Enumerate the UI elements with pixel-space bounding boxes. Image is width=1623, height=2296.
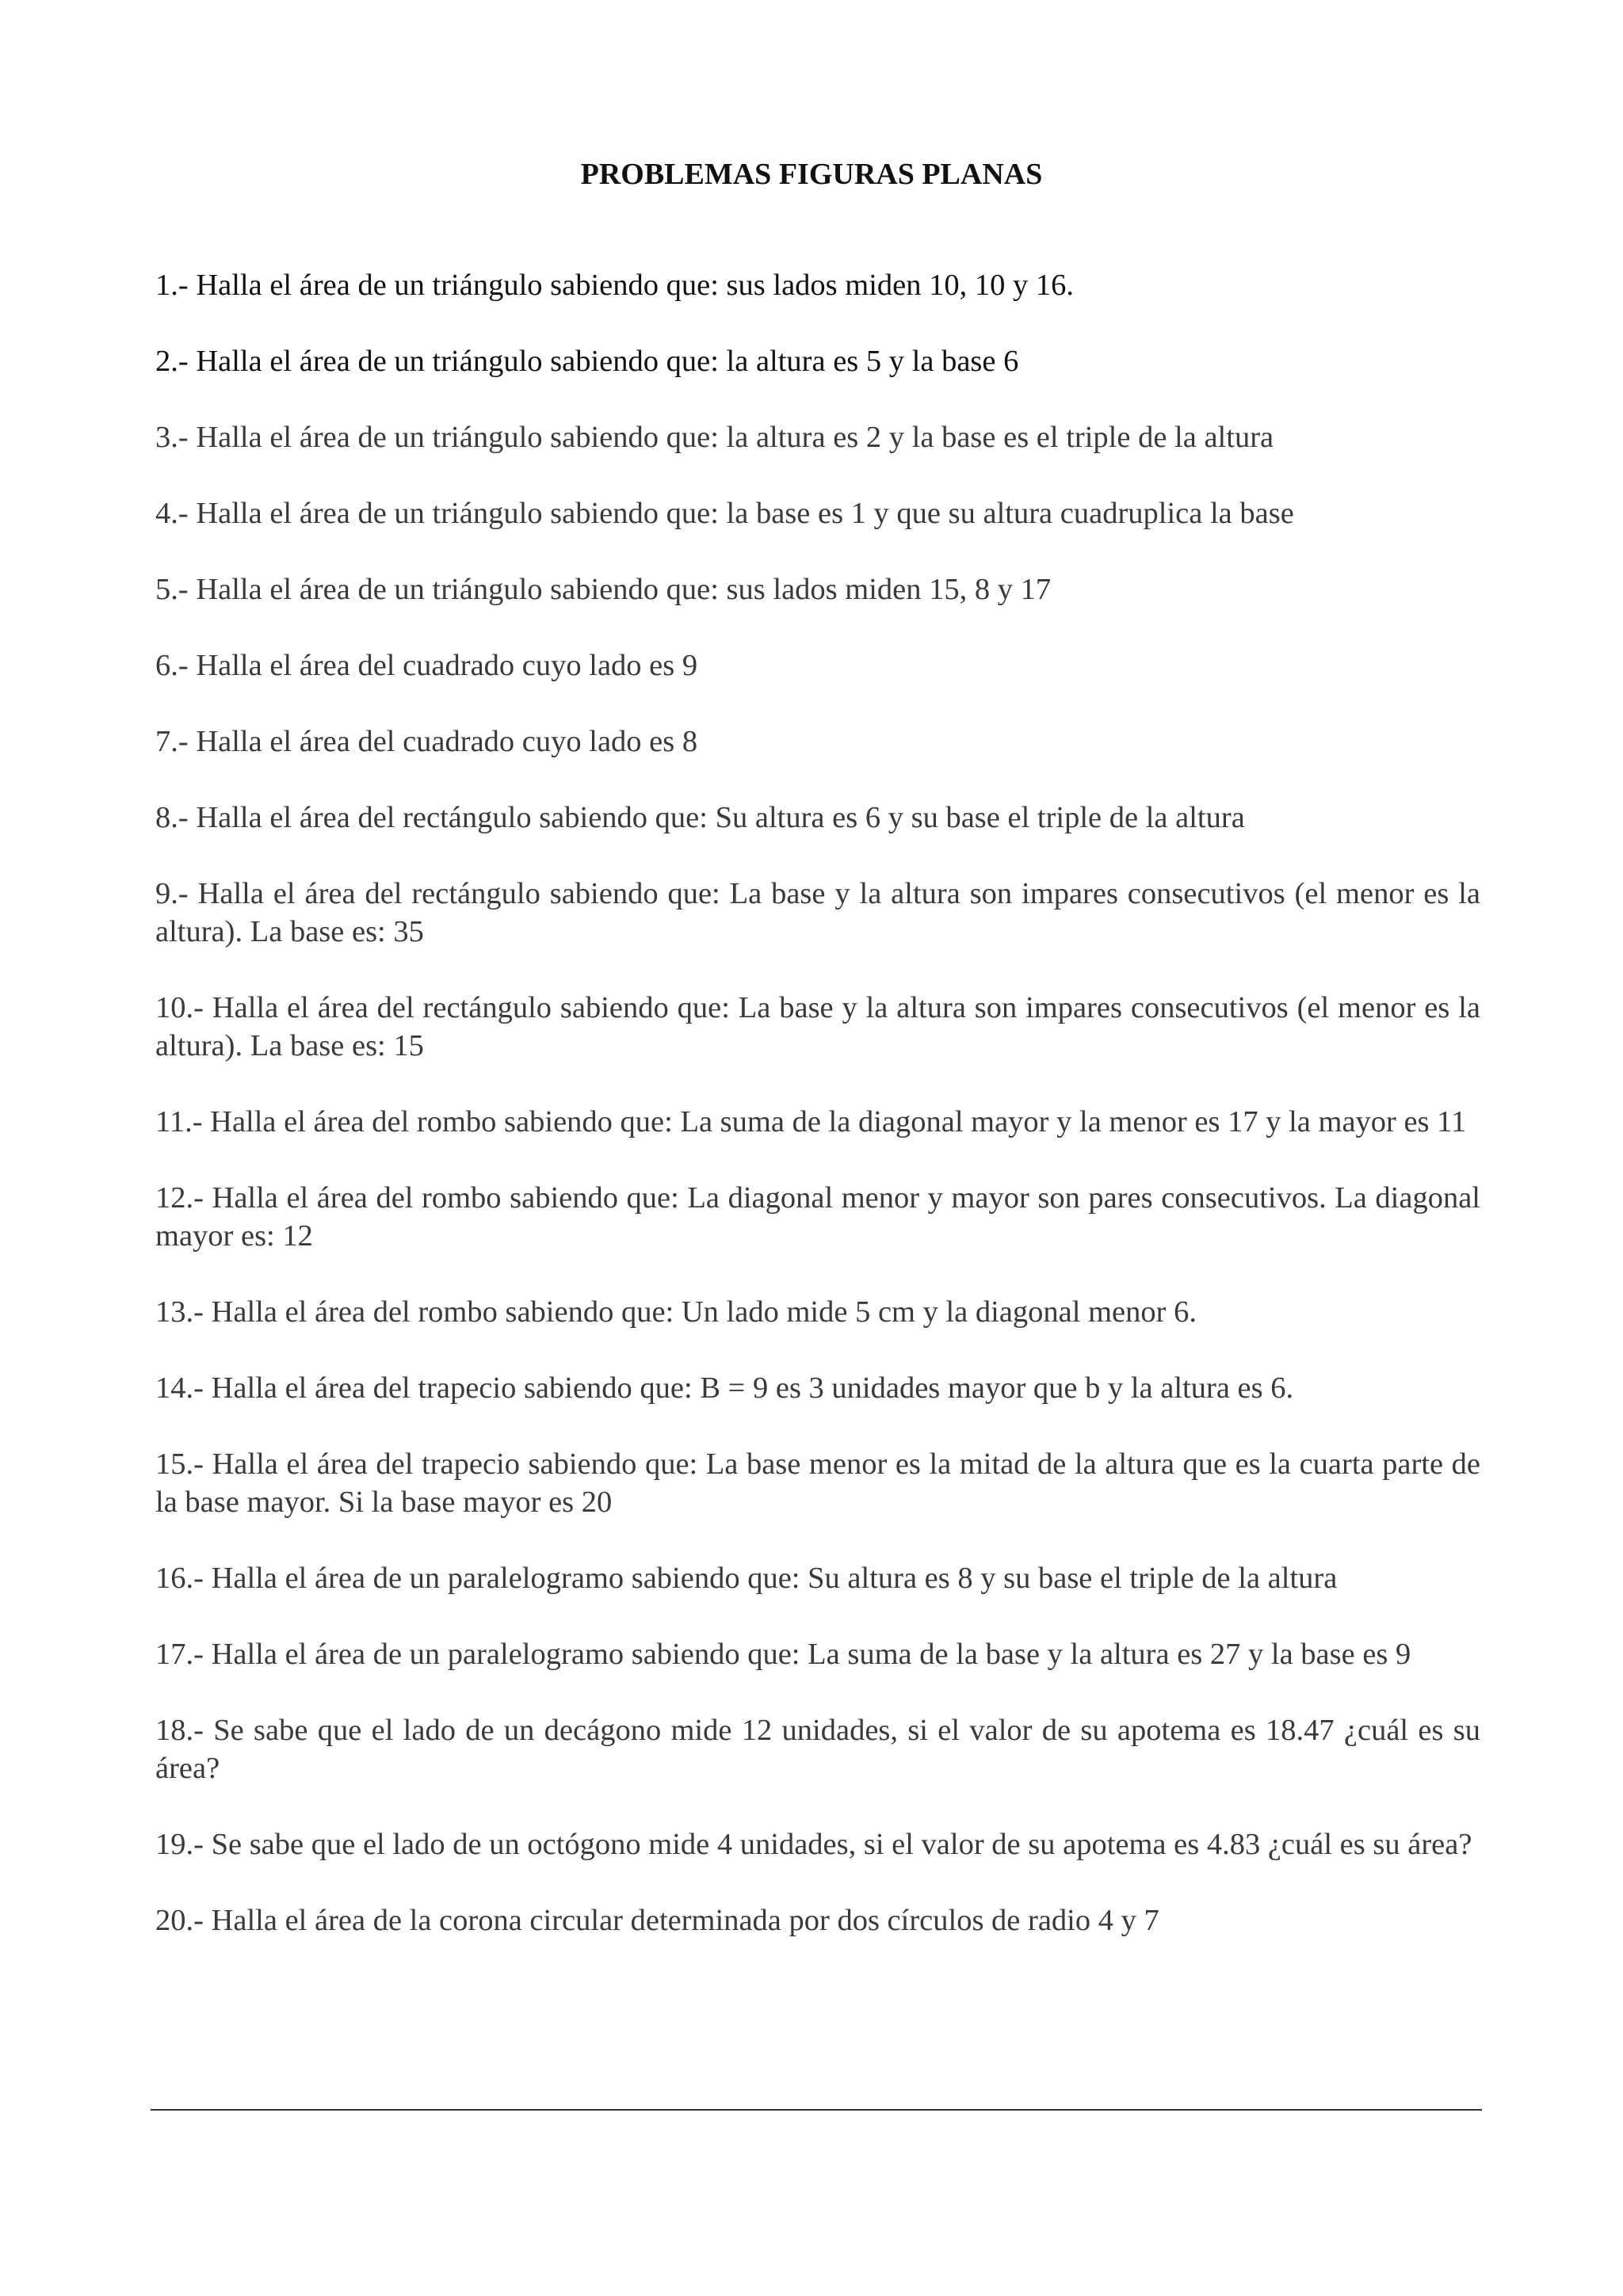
problem-item: 11.- Halla el área del rombo sabiendo que: La suma de la diagonal mayor y la menor es 17 y la mayor es 11 bbox=[155, 1105, 1467, 1138]
problem-item: 17.- Halla el área de un paralelogramo sabiendo que: La suma de la base y la altura es 27 y la base es 9 bbox=[155, 1638, 1411, 1671]
problem-item: 5.- Halla el área de un triángulo sabiendo que: sus lados miden 15, 8 y 17 bbox=[155, 573, 1052, 606]
page-title: PROBLEMAS FIGURAS PLANAS bbox=[580, 158, 1043, 191]
problem-item: 6.- Halla el área del cuadrado cuyo lado es 9 bbox=[155, 649, 698, 682]
problem-item: 2.- Halla el área de un triángulo sabiendo que: la altura es 5 y la base 6 bbox=[155, 345, 1019, 378]
problem-item: 16.- Halla el área de un paralelogramo sabiendo que: Su altura es 8 y su base el triple de la altura bbox=[155, 1562, 1338, 1595]
problem-item: 4.- Halla el área de un triángulo sabiendo que: la base es 1 y que su altura cuadruplica la base bbox=[155, 497, 1294, 530]
problem-item: 9.- Halla el área del rectángulo sabiendo que: La base y la altura son impares consecutivos (el menor es la altura). La base es: 35 bbox=[155, 877, 1480, 948]
problem-item: 15.- Halla el área del trapecio sabiendo que: La base menor es la mitad de la altura que es la cuarta parte de la base mayor. Si la base mayor es 20 bbox=[155, 1447, 1480, 1519]
problem-item: 1.- Halla el área de un triángulo sabiendo que: sus lados miden 10, 10 y 16. bbox=[155, 269, 1075, 302]
problem-item: 7.- Halla el área del cuadrado cuyo lado es 8 bbox=[155, 725, 698, 758]
problem-list bbox=[155, 266, 1480, 1939]
problem-item: 18.- Se sabe que el lado de un decágono mide 12 unidades, si el valor de su apotema es 18.47 ¿cuál es su área? bbox=[155, 1714, 1480, 1785]
problem-item: 14.- Halla el área del trapecio sabiendo que: B = 9 es 3 unidades mayor que b y la altura es 6. bbox=[155, 1371, 1294, 1405]
problem-item: 20.- Halla el área de la corona circular determinada por dos círculos de radio 4 y 7 bbox=[155, 1904, 1159, 1937]
problem-item: 3.- Halla el área de un triángulo sabiendo que: la altura es 2 y la base es el triple de la altura bbox=[155, 421, 1274, 454]
problem-item: 10.- Halla el área del rectángulo sabiendo que: La base y la altura son impares consecutivos (el menor es la altura). La base es: 15 bbox=[155, 991, 1480, 1062]
problem-item: 12.- Halla el área del rombo sabiendo que: La diagonal menor y mayor son pares consecutivos. La diagonal mayor es: 12 bbox=[155, 1181, 1480, 1253]
problem-item: 19.- Se sabe que el lado de un octógono mide 4 unidades, si el valor de su apotema es 4.83 ¿cuál es su área? bbox=[155, 1828, 1472, 1861]
footer-divider bbox=[151, 2109, 1482, 2111]
problem-item: 13.- Halla el área del rombo sabiendo que: Un lado mide 5 cm y la diagonal menor 6. bbox=[155, 1295, 1197, 1329]
problem-item: 8.- Halla el área del rectángulo sabiendo que: Su altura es 6 y su base el triple de la altura bbox=[155, 801, 1245, 834]
